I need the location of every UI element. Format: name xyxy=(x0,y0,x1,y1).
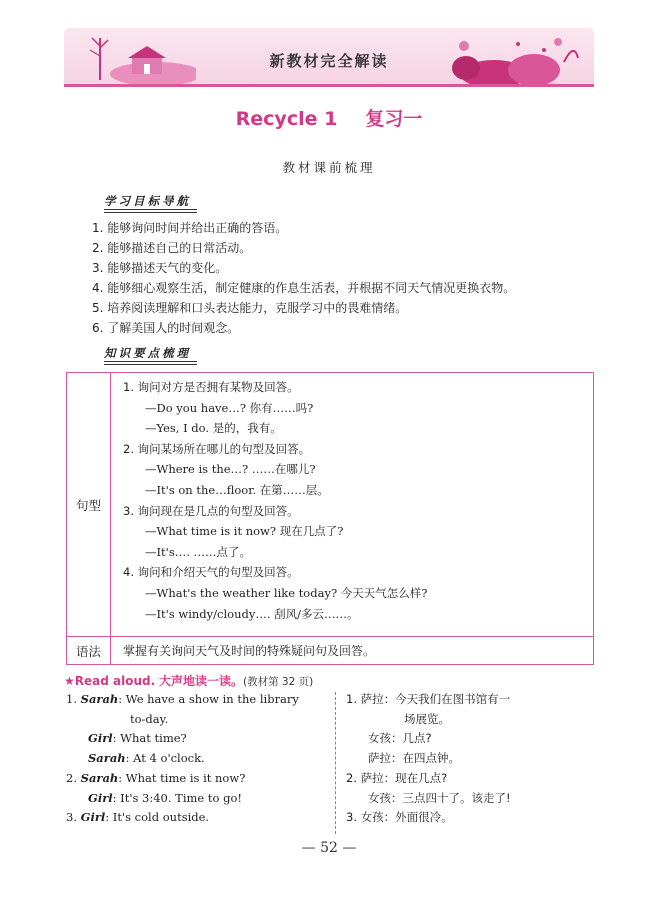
dialogue-line xyxy=(66,789,332,809)
line-text: : What time? xyxy=(112,731,187,746)
list-item: 3. 能够描述天气的变化。 xyxy=(92,261,228,275)
line-text: : It's 3:40. Time to go! xyxy=(112,790,242,805)
table-line: —It's…. ……点了。 xyxy=(145,544,252,559)
dialogue-line: to-day. xyxy=(130,711,169,726)
textbook-ref: (教材第 32 页) xyxy=(243,676,314,688)
speaker: Girl xyxy=(88,790,113,805)
speaker: Girl xyxy=(88,731,113,746)
list-item: 1. 能够询问时间并给出正确的答语。 xyxy=(92,221,288,235)
table-line: 4. 询问和介绍天气的句型及回答。 xyxy=(123,565,299,580)
table-line: —What's the weather like today? 今天天气怎么样? xyxy=(145,585,428,600)
row-content xyxy=(123,377,585,624)
table-line: 2. 询问某场所在哪儿的句型及回答。 xyxy=(123,441,311,456)
line-text: : We have a show in the library xyxy=(118,692,299,706)
table-line: 3. 询问现在是几点的句型及回答。 xyxy=(123,503,299,518)
dialogue-line: 2. 萨拉：现在几点? xyxy=(346,770,448,785)
header-title: 新教材完全解读 xyxy=(269,52,389,70)
points-label: 知识要点梳理 xyxy=(104,346,191,360)
dialogue-line xyxy=(66,690,332,710)
line-text: : What time is it now? xyxy=(118,770,246,785)
table-line: —It's windy/cloudy…. 刮风/多云……。 xyxy=(145,606,359,621)
dialogue-chinese xyxy=(346,690,596,828)
flower-cloud-decoration-icon xyxy=(434,32,584,84)
line-text: : At 4 o'clock. xyxy=(125,751,205,766)
dialogue-line xyxy=(66,808,332,828)
read-aloud-cn: 大声地读一读。 xyxy=(158,674,243,688)
star-icon: ★ xyxy=(64,674,75,688)
column-divider xyxy=(335,692,336,834)
line-text: : It's cold outside. xyxy=(105,810,210,825)
dialogue-line xyxy=(66,769,332,789)
speaker: Girl xyxy=(80,810,106,825)
table-row xyxy=(67,636,593,665)
header-banner xyxy=(64,28,594,86)
item-number: 3. xyxy=(66,810,77,825)
table-line: —Yes, I do. 是的，我有。 xyxy=(145,421,282,436)
unit-title-cn: 复习一 xyxy=(365,108,423,130)
dialogue-line: 女孩：几点? xyxy=(368,731,432,746)
row-content: 掌握有关询问天气及时间的特殊疑问句及回答。 xyxy=(123,644,376,658)
list-item: 5. 培养阅读理解和口头表达能力，克服学习中的畏难情绪。 xyxy=(92,301,408,315)
table-line: 1. 询问对方是否拥有某物及回答。 xyxy=(123,380,299,394)
table-row xyxy=(67,373,593,637)
dialogue-line xyxy=(66,729,332,749)
list-item: 4. 能够细心观察生活，制定健康的作息生活表，并根据不同天气情况更换衣物。 xyxy=(92,281,516,295)
table-line: —Where is the…? ……在哪儿? xyxy=(145,462,316,477)
row-heading: 句型 xyxy=(67,373,111,636)
dialogue-line: 女孩：三点四十了。该走了! xyxy=(368,790,511,805)
item-number: 1. xyxy=(66,692,77,706)
dialogue-line: 萨拉：在四点钟。 xyxy=(368,751,460,766)
dialogue-line: 3. 女孩：外面很冷。 xyxy=(346,810,453,825)
table-line: —What time is it now? 现在几点了? xyxy=(145,524,344,539)
read-aloud-en: Read aloud. xyxy=(74,674,156,688)
header-rule xyxy=(64,84,594,87)
dialogue-line: 场展览。 xyxy=(404,711,450,726)
dialogue-line: 1. 萨拉：今天我们在图书馆有一 xyxy=(346,692,511,706)
speaker: Sarah xyxy=(80,692,119,706)
table-line: —Do you have…? 你有……吗? xyxy=(145,400,314,415)
page-number: — 52 — xyxy=(301,840,357,856)
row-heading: 语法 xyxy=(67,636,111,665)
unit-title-en: Recycle 1 xyxy=(235,108,338,130)
read-aloud-heading xyxy=(64,672,313,689)
dialogue-line xyxy=(66,749,332,769)
goals-list xyxy=(92,218,612,338)
section-subtitle: 教材课前梳理 xyxy=(282,160,376,175)
dialogue-english xyxy=(66,690,332,828)
list-item: 2. 能够描述自己的日常活动。 xyxy=(92,241,252,255)
speaker: Sarah xyxy=(80,770,119,785)
item-number: 2. xyxy=(66,770,77,785)
table-line: —It's on the…floor. 在第……层。 xyxy=(145,482,329,497)
goals-label: 学习目标导航 xyxy=(104,194,191,208)
key-points-table xyxy=(66,372,594,665)
speaker: Sarah xyxy=(88,751,126,766)
list-item: 6. 了解美国人的时间观念。 xyxy=(92,321,240,335)
unit-title xyxy=(0,104,658,131)
